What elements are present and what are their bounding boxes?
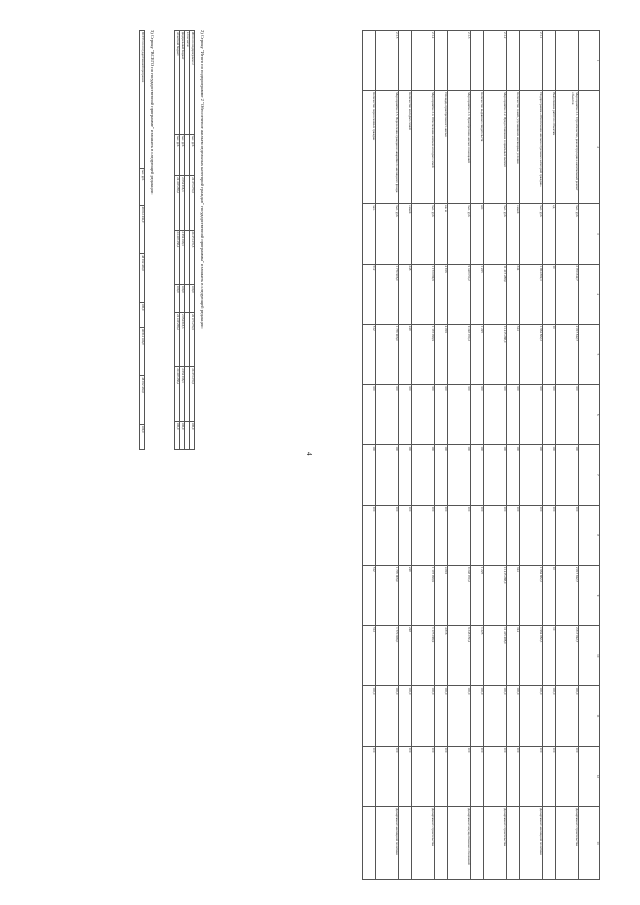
- table-row: [363, 31, 376, 880]
- col-header: 3: [579, 204, 600, 264]
- col-header: 12: [579, 746, 600, 806]
- table-cell-v4: 100: [412, 445, 435, 505]
- table-cell-v7: 1 964 882,3: [520, 626, 543, 686]
- col-header: 2: [579, 91, 600, 204]
- totals-table: [174, 30, 195, 450]
- table-cell-v3: 100: [543, 385, 556, 445]
- table-cell-unit: шт.: [471, 204, 484, 264]
- table-cell-v4: 100: [376, 445, 399, 505]
- table-cell-v6: 2 817 842,7: [556, 565, 579, 625]
- table-cell-v2: 1 964 882,3: [520, 324, 543, 384]
- totals-row: [175, 31, 180, 450]
- table-cell-v9: 100: [543, 746, 556, 806]
- totals-cell: тыс. руб.: [190, 134, 195, 176]
- table-cell-v5: 100: [363, 505, 376, 565]
- table-cell-v5: 100: [520, 505, 543, 565]
- table-cell-v2: 11 415 288,0: [484, 324, 507, 384]
- totals-cell: 2 054 018,3: [180, 230, 185, 284]
- table-cell-unit: семей: [399, 204, 412, 264]
- totals-row: [190, 31, 195, 450]
- table-cell-code: 2.1.2: [484, 31, 507, 91]
- table-cell-v3: 100: [484, 385, 507, 445]
- table-cell-resp: [471, 807, 484, 880]
- table-cell-v8: 100,0: [435, 686, 448, 746]
- table-cell-resp: Департамент строительства: [484, 807, 507, 880]
- table-cell-code: [363, 31, 376, 91]
- table-cell-v9: 100: [520, 746, 543, 806]
- table-cell-v7: 4 816: [435, 626, 448, 686]
- table-cell-resp: Департамент жилищной политики: [376, 807, 399, 880]
- totals-cell: в том числе: [185, 31, 190, 135]
- col-header: 13: [579, 807, 600, 880]
- table-row: [507, 31, 520, 880]
- totals-cell: 24 419 258,2: [175, 367, 180, 421]
- table-cell-v6: 1 964 882,3: [520, 565, 543, 625]
- grand-total-label: ВСЕГО по государственной программе: [140, 31, 145, 169]
- totals-cell: 24 419 258,2: [175, 176, 180, 230]
- table-cell-name: Количество семей, улучшивших жилищные условия: [507, 91, 520, 204]
- totals-cell: тыс. руб.: [180, 134, 185, 176]
- table-cell-v8: 100,0: [543, 686, 556, 746]
- table-row: [484, 31, 507, 880]
- grand-total-cell: 48 012 436,9: [140, 254, 145, 302]
- table-cell-v1: 1 770 906,0: [376, 264, 399, 324]
- table-cell-unit: ед.: [543, 204, 556, 264]
- totals-cell: областной бюджет: [175, 31, 180, 135]
- table-cell-v6: 4 816: [435, 565, 448, 625]
- totals-cell: федеральный бюджет: [180, 31, 185, 135]
- table-cell-v2: 1 770 906,0: [376, 324, 399, 384]
- table-cell-code: [471, 31, 484, 91]
- table-cell-v3: 100: [471, 385, 484, 445]
- table-cell-v7: 11 415 288,0: [484, 626, 507, 686]
- totals-cell: [185, 176, 190, 230]
- table-cell-v3: 100: [435, 385, 448, 445]
- table-cell-code: [556, 31, 579, 91]
- totals-cell: [185, 284, 190, 312]
- table-cell-v1: 1 964 882,3: [520, 264, 543, 324]
- table-row: [412, 31, 435, 880]
- table-cell-v1: 1 225: [471, 264, 484, 324]
- table-cell-v8: 100,0: [471, 686, 484, 746]
- col-header: 9: [579, 565, 600, 625]
- totals-row: [185, 31, 190, 450]
- note-1: 2) Строку "Итого по подпрограмме 2 "Обеспечение жильем отдельных категорий граждан" государственной программы" изложить в следующей редакции:: [200, 30, 205, 329]
- table-cell-v6: 10: [543, 565, 556, 625]
- table-row: [520, 31, 543, 880]
- table-cell-v3: 100: [507, 385, 520, 445]
- table-cell-code: 2.1.5: [376, 31, 399, 91]
- table-cell-v5: 100: [484, 505, 507, 565]
- table-cell-code: 2.1.3: [448, 31, 471, 91]
- table-row: [435, 31, 448, 880]
- table-cell-name: Выполнение работ по объектам: [543, 91, 556, 204]
- table-row: [543, 31, 556, 880]
- table-cell-name: Мероприятие 2.2. Предоставление социальных выплат: [484, 91, 507, 204]
- table-cell-v9: 100: [556, 746, 579, 806]
- totals-cell: 100,0: [180, 421, 185, 449]
- table-cell-unit: семей: [507, 204, 520, 264]
- table-cell-code: 2.1.4: [412, 31, 435, 91]
- table-cell-resp: Департамент строительства: [556, 807, 579, 880]
- table-cell-name: Мероприятие 2.5. Переселение граждан из аварийного жилищного фонда: [376, 91, 399, 204]
- col-header: 5: [579, 324, 600, 384]
- col-header: 7: [579, 445, 600, 505]
- table-cell-v8: 100,0: [399, 686, 412, 746]
- totals-cell: 26 473 276,5: [190, 313, 195, 367]
- table-cell-v1: 1 173 099,9: [412, 264, 435, 324]
- table-cell-name: Площадь приобретенного жилья: [435, 91, 448, 204]
- table-cell-v9: 100: [363, 746, 376, 806]
- table-cell-resp: [507, 807, 520, 880]
- table-cell-resp: Департамент строительства: [412, 807, 435, 880]
- table-cell-v8: 100,0: [412, 686, 435, 746]
- table-cell-name: Подпрограмма «Обеспечение жильем отдельных категорий граждан»: [520, 91, 543, 204]
- totals-cell: 24 419 258,2: [175, 313, 180, 367]
- totals-cell: 2 054 018,3: [180, 176, 185, 230]
- totals-cell: 26 473 276,5: [190, 367, 195, 421]
- table-cell-v1: 2 700 842,7: [556, 264, 579, 324]
- table-cell-v1: 344: [507, 264, 520, 324]
- totals-cell: [185, 134, 190, 176]
- table-cell-v4: 100: [520, 445, 543, 505]
- table-cell-v9: 100: [448, 746, 471, 806]
- table-cell-v7: 10: [543, 626, 556, 686]
- table-cell-v1: 512: [363, 264, 376, 324]
- table-cell-v7: 2 817 842,7: [556, 626, 579, 686]
- table-cell-resp: Департамент имущественных отношений: [448, 807, 471, 880]
- table-cell-unit: тыс. руб.: [376, 204, 399, 264]
- table-cell-v5: 100: [543, 505, 556, 565]
- table-cell-v8: 100,0: [520, 686, 543, 746]
- table-cell-v1: 9 348 050,2: [448, 264, 471, 324]
- grand-total-cell: 48 012 436,9: [140, 205, 145, 253]
- table-cell-v2: 1 225: [471, 324, 484, 384]
- table-cell-v8: 100,0: [507, 686, 520, 746]
- table-cell-v9: 100: [484, 746, 507, 806]
- table-cell-v6: 9 348 050,2: [448, 565, 471, 625]
- col-header: 4: [579, 264, 600, 324]
- table-cell-v7: 1 225: [471, 626, 484, 686]
- table-cell-v6: 512: [363, 565, 376, 625]
- table-cell-v2: 248: [399, 324, 412, 384]
- totals-cell: [185, 367, 190, 421]
- table-cell-resp: [363, 807, 376, 880]
- table-cell-name: Мероприятие 2.1. Строительство, реконструкция и капитальный ремонт объектов: [556, 91, 579, 204]
- note-2: 3) Строку "ВСЕГО по государственной программе" изложить в следующей редакции:: [150, 30, 155, 195]
- table-cell-v7: 1 770 906,0: [376, 626, 399, 686]
- table-cell-unit: чел.: [363, 204, 376, 264]
- table-cell-v4: 100: [399, 445, 412, 505]
- grand-total-cell: 100,0: [140, 424, 145, 449]
- table-cell-v6: 11 415 288,0: [484, 565, 507, 625]
- table-cell-v4: 100: [435, 445, 448, 505]
- table-cell-v4: 100: [471, 445, 484, 505]
- table-cell-name: Мероприятие 2.4. Обеспечение жильем молодых семей: [412, 91, 435, 204]
- table-cell-unit: тыс. руб.: [520, 204, 543, 264]
- table-cell-v4: 100: [448, 445, 471, 505]
- program-table: [362, 30, 600, 880]
- table-cell-v6: 344: [507, 565, 520, 625]
- table-cell-v5: 100: [435, 505, 448, 565]
- table-cell-v7: 512: [363, 626, 376, 686]
- table-cell-resp: [399, 807, 412, 880]
- table-cell-resp: [543, 807, 556, 880]
- table-cell-resp: [435, 807, 448, 880]
- totals-cell: 26 473 276,5: [190, 176, 195, 230]
- table-cell-unit: тыс. руб.: [484, 204, 507, 264]
- totals-cell: 100,0: [190, 421, 195, 449]
- table-cell-unit: тыс. руб.: [556, 204, 579, 264]
- table-cell-name: Мероприятие 2.3. Приобретение жилых помещений: [448, 91, 471, 204]
- totals-cell: 100,0: [180, 284, 185, 312]
- table-cell-v4: 100: [543, 445, 556, 505]
- table-cell-v3: 100: [556, 385, 579, 445]
- table-cell-v4: 100: [363, 445, 376, 505]
- table-cell-v8: 100,0: [448, 686, 471, 746]
- table-cell-v2: 1 173 099,9: [412, 324, 435, 384]
- table-cell-v6: 1 770 906,0: [376, 565, 399, 625]
- table-cell-v9: 100: [471, 746, 484, 806]
- table-cell-v1: 248: [399, 264, 412, 324]
- header-row: [579, 31, 600, 880]
- table-cell-unit: тыс. руб.: [448, 204, 471, 264]
- table-cell-v7: 248: [399, 626, 412, 686]
- grand-total-cell: 100,0: [140, 302, 145, 327]
- table-cell-v3: 100: [448, 385, 471, 445]
- grand-total-cell: 48 012 436,9: [140, 376, 145, 424]
- table-cell-code: [399, 31, 412, 91]
- table-cell-v5: 100: [448, 505, 471, 565]
- totals-row: [180, 31, 185, 450]
- col-header: 6: [579, 385, 600, 445]
- table-cell-v2: 2 817 842,7: [556, 324, 579, 384]
- table-cell-v9: 100: [399, 746, 412, 806]
- col-header: 8: [579, 505, 600, 565]
- table-cell-v8: 100,0: [484, 686, 507, 746]
- table-cell-v5: 100: [471, 505, 484, 565]
- table-cell-v2: 344: [507, 324, 520, 384]
- totals-cell: 100,0: [175, 284, 180, 312]
- table-cell-resp: Департамент жилищной политики: [520, 807, 543, 880]
- grand-total-cell: 48 012 436,9: [140, 327, 145, 375]
- grand-total-table: [139, 30, 145, 450]
- table-cell-v2: 512: [363, 324, 376, 384]
- table-cell-v7: 1 173 099,9: [412, 626, 435, 686]
- grand-total-cell: тыс. руб.: [140, 168, 145, 205]
- table-cell-v9: 100: [435, 746, 448, 806]
- table-cell-v5: 100: [556, 505, 579, 565]
- totals-cell: [185, 421, 190, 449]
- table-cell-code: [507, 31, 520, 91]
- table-cell-v9: 100: [507, 746, 520, 806]
- table-cell-v5: 100: [507, 505, 520, 565]
- table-cell-v3: 100: [412, 385, 435, 445]
- table-cell-v3: 100: [363, 385, 376, 445]
- totals-cell: 2 054 018,3: [180, 313, 185, 367]
- totals-cell: 24 419 258,2: [175, 230, 180, 284]
- table-row: [556, 31, 579, 880]
- table-row: [399, 31, 412, 880]
- table-cell-v1: 10: [543, 264, 556, 324]
- table-cell-v5: 100: [399, 505, 412, 565]
- table-cell-v2: 10: [543, 324, 556, 384]
- col-header: 1: [579, 31, 600, 91]
- table-cell-name: Количество переселенных граждан: [363, 91, 376, 204]
- table-cell-v4: 100: [556, 445, 579, 505]
- table-row: [471, 31, 484, 880]
- table-cell-v3: 100: [399, 385, 412, 445]
- table-cell-v8: 100,0: [363, 686, 376, 746]
- table-cell-v6: 248: [399, 565, 412, 625]
- table-cell-v8: 100,0: [376, 686, 399, 746]
- totals-cell: [185, 313, 190, 367]
- totals-cell: тыс. руб.: [175, 134, 180, 176]
- table-cell-v2: 9 348 050,2: [448, 324, 471, 384]
- table-cell-v3: 100: [376, 385, 399, 445]
- totals-cell: [185, 230, 190, 284]
- grand-total-row: [140, 31, 145, 450]
- table-cell-v7: 9 348 050,2: [448, 626, 471, 686]
- col-header: 10: [579, 626, 600, 686]
- totals-cell: 100,0: [190, 284, 195, 312]
- table-cell-v5: 100: [376, 505, 399, 565]
- table-cell-v5: 100: [412, 505, 435, 565]
- totals-cell: 2 054 018,3: [180, 367, 185, 421]
- table-cell-v1: 11 415 288,0: [484, 264, 507, 324]
- table-cell-name: Количество выданных свидетельств: [471, 91, 484, 204]
- table-cell-code: [543, 31, 556, 91]
- table-row: [376, 31, 399, 880]
- table-cell-v8: 100,0: [556, 686, 579, 746]
- totals-cell: 100,0: [175, 421, 180, 449]
- table-cell-name: Количество молодых семей: [399, 91, 412, 204]
- table-cell-v7: 344: [507, 626, 520, 686]
- rotated-page: [55, 30, 600, 880]
- table-cell-v6: 1 173 099,9: [412, 565, 435, 625]
- table-cell-v4: 100: [484, 445, 507, 505]
- table-cell-unit: тыс. руб.: [412, 204, 435, 264]
- table-row: [448, 31, 471, 880]
- table-cell-v6: 1 225: [471, 565, 484, 625]
- totals-cell: 26 473 276,5: [190, 230, 195, 284]
- table-cell-v2: 4 816: [435, 324, 448, 384]
- totals-cell: Итого по подпрограмме 2: [190, 31, 195, 135]
- table-cell-v9: 100: [376, 746, 399, 806]
- table-cell-v4: 100: [507, 445, 520, 505]
- table-cell-code: 2.1.1: [520, 31, 543, 91]
- table-cell-v1: 4 816: [435, 264, 448, 324]
- table-cell-v3: 100: [520, 385, 543, 445]
- table-cell-unit: кв. м: [435, 204, 448, 264]
- page-number: 4: [305, 452, 313, 456]
- table-cell-code: [435, 31, 448, 91]
- col-header: 11: [579, 686, 600, 746]
- table-cell-v9: 100: [412, 746, 435, 806]
